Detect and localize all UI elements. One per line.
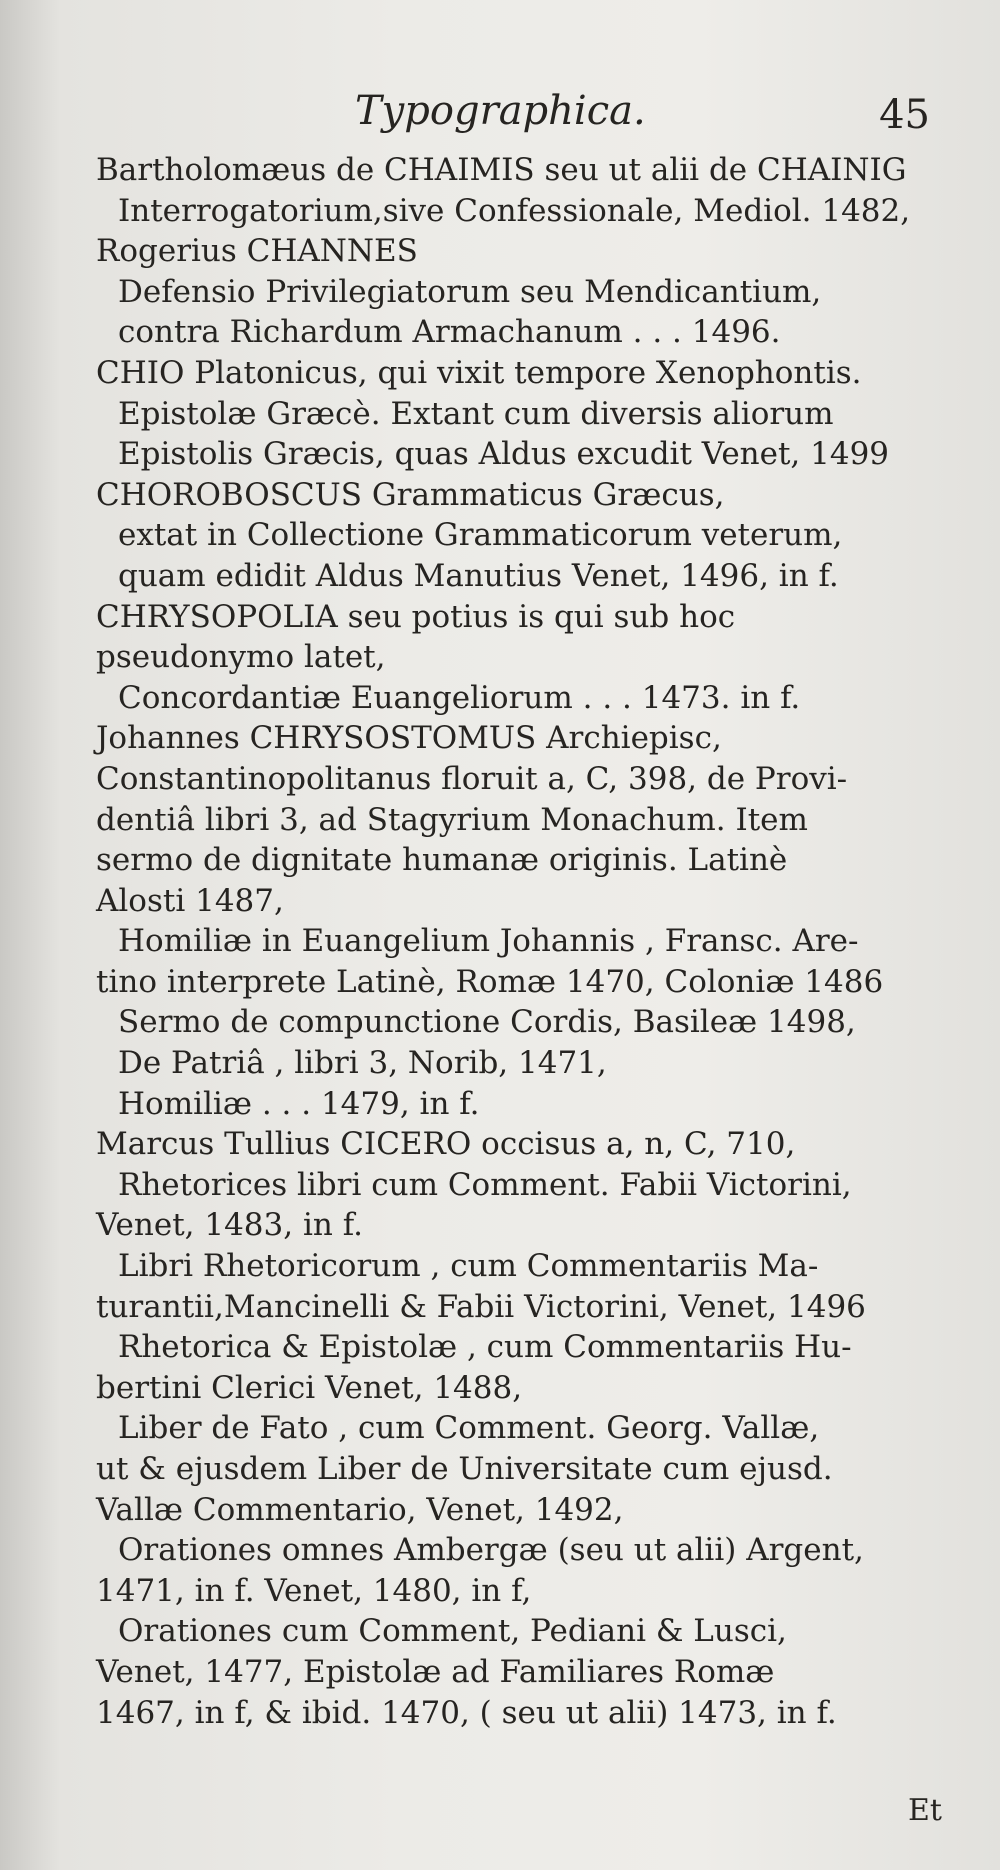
text-line: Vallæ Commentario, Venet, 1492, <box>96 1491 624 1528</box>
text-line: 1467, in f, & ibid. 1470, ( seu ut alii) 1473, in f. <box>96 1694 837 1731</box>
text-line: Epistolæ Græcè. Extant cum diversis aliorum <box>118 395 834 432</box>
text-line: ut & ejusdem Liber de Universitate cum ejusd. <box>96 1451 833 1487</box>
page-number: 45 <box>879 92 930 138</box>
text-line: sermo de dignitate humanæ originis. Latinè <box>96 842 788 879</box>
text-line: Epistolis Græcis, quas Aldus excudit Venet, 1499 <box>118 436 890 473</box>
text-line: tino interprete Latinè, Romæ 1470, Coloniæ 1486 <box>96 963 884 1000</box>
text-line: Libri Rhetoricorum , cum Commentariis Ma- <box>118 1248 819 1285</box>
running-head: Typographica. <box>355 88 646 134</box>
entry-cicero <box>96 1124 976 1733</box>
text-line: Concordantiæ Euangeliorum . . . 1473. in f. <box>118 679 801 716</box>
entry-chrysostomus <box>96 718 976 1124</box>
entry-chrysopolia <box>96 597 976 719</box>
text-line: Liber de Fato , cum Comment. Georg. Vallæ, <box>118 1410 820 1447</box>
text-line: Orationes cum Comment, Pediani & Lusci, <box>118 1613 787 1650</box>
text-line: Interrogatorium,sive Confessionale, Mediol. 1482, <box>118 192 911 229</box>
text-line: CHRYSOPOLIA seu potius is qui sub hoc <box>96 598 736 635</box>
entry-channes <box>96 231 976 353</box>
text-line: Alosti 1487, <box>96 882 284 919</box>
text-line: contra Richardum Armachanum . . . 1496. <box>118 314 781 351</box>
text-line: Constantinopolitanus floruit a, C, 398, de Provi- <box>96 760 848 797</box>
text-line: Defensio Privilegiatorum seu Mendicantium, <box>118 273 822 310</box>
body-text <box>96 150 976 1733</box>
text-line: Homiliæ in Euangelium Johannis , Fransc. Are- <box>118 923 859 960</box>
text-line: Homiliæ . . . 1479, in f. <box>118 1085 480 1122</box>
entry-choroboscus <box>96 475 976 597</box>
text-line: Rhetorices libri cum Comment. Fabii Victorini, <box>118 1166 852 1203</box>
text-line: turantii,Mancinelli & Fabii Victorini, Venet, 1496 <box>96 1288 866 1325</box>
text-line: Sermo de compunctione Cordis, Basileæ 1498, <box>118 1004 856 1041</box>
text-line: pseudonymo latet, <box>96 639 386 676</box>
text-line: Venet, 1483, in f. <box>96 1207 363 1244</box>
text-line: Johannes CHRYSOSTOMUS Archiepisc, <box>96 720 722 757</box>
text-line: Marcus Tullius CICERO occisus a, n, C, 710, <box>96 1126 796 1163</box>
text-line: bertini Clerici Venet, 1488, <box>96 1369 523 1406</box>
text-line: Orationes omnes Ambergæ (seu ut alii) Argent, <box>118 1532 864 1569</box>
text-line: dentiâ libri 3, ad Stagyrium Monachum. Item <box>96 801 808 838</box>
text-line: Rogerius CHANNES <box>96 233 418 270</box>
catchword: Et <box>908 1793 942 1828</box>
text-line: quam edidit Aldus Manutius Venet, 1496, in f. <box>118 557 839 594</box>
text-line: CHIO Platonicus, qui vixit tempore Xenophontis. <box>96 354 862 391</box>
text-line: extat in Collectione Grammaticorum veterum, <box>118 517 843 554</box>
entry-chaimis <box>96 150 976 231</box>
text-line: CHOROBOSCUS Grammaticus Græcus, <box>96 476 725 513</box>
text-line: De Patriâ , libri 3, Norib, 1471, <box>118 1045 607 1082</box>
entry-chio <box>96 353 976 475</box>
text-line: Venet, 1477, Epistolæ ad Familiares Romæ <box>96 1653 775 1690</box>
text-line: Rhetorica & Epistolæ , cum Commentariis Hu- <box>118 1329 852 1366</box>
text-line: Bartholomæus de CHAIMIS seu ut alii de CHAINIG <box>96 152 907 188</box>
text-line: 1471, in f. Venet, 1480, in f, <box>96 1572 532 1609</box>
page-header <box>90 88 970 148</box>
